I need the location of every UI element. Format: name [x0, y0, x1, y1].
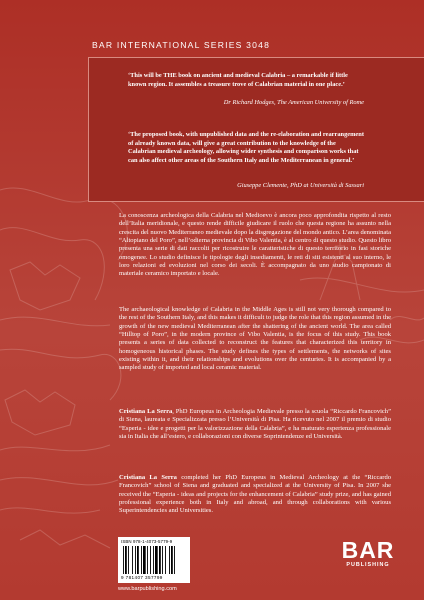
isbn-number: ISBN 978-1-4073-5779-9 — [121, 539, 173, 544]
series-title: BAR INTERNATIONAL SERIES 3048 — [92, 40, 271, 50]
endorsement-author: Dr Richard Hodges, The American University of Rome — [223, 99, 364, 106]
logo-mark: BAR — [341, 537, 395, 563]
barcode-digits: 9 781407 357799 — [121, 575, 163, 580]
bar-publishing-logo — [341, 539, 395, 568]
description-english: The archaeological knowledge of Calabria in the Middle Ages is still not very thorough compared to the rest of the Southern Italy, and this makes it difficult to judge the role that this region assumed in the growth of the new medieval Mediterranean after the shattering of the ancient world. The area called “Hilltop of Poro”, in the modern province of Vibo Valentia, is the focus of this study. This book presents a series of data collected to reconstruct the features that characterized this territory in homogeneous historical phases. The study defines the types of settlements, the networks of sites existing within it, and their relationships and evolutions over the centuries. It is accompanied by a sampled study of imported and local ceramic material. — [119, 306, 391, 372]
barcode-bars — [123, 546, 185, 574]
author-name: Cristiana La Serra — [119, 474, 177, 481]
author-bio-text: , PhD Europeus in Archeologia Medievale presso la scuola “Riccardo Francovich” di Siena, laureata e Specializzata presso l’Università di Pisa. Ha ricevuto nel 2007 il premio di studio “Esperia - idee e progetti per la valorizzazione della Calabria”, e ha maturato esperienza professionale sia in Italia che all’estero, e collaborazioni con diverse Soprintendenze ed Università. — [119, 408, 391, 441]
logo-subtitle: PUBLISHING — [346, 562, 390, 568]
endorsement-quote: ‘The proposed book, with unpublished data and the re-elaboration and rearrangement of already known data, will give a great contribution to the knowledge of the Calabrian medieval archeology, allowing wider synthesis and comparison works that can also affect other areas of the Southern Italy and the Mediterranean in general.’ — [128, 131, 364, 164]
isbn-barcode — [118, 537, 190, 583]
author-name: Cristiana La Serra — [119, 408, 173, 415]
author-bio-english — [119, 474, 391, 516]
publisher-website: www.barpublishing.com — [118, 586, 177, 592]
author-bio-text: completed her PhD Europeus in Medieval Archeology at the “Riccardo Francovich” school of Siena and graduated and specialized at the University of Pisa. In 2007 she received the “Esperia - ideas and projects for the enhancement of Calabria” study prize, and has gained professional experience both in Italy and abroad, and through collaborations with various Superintendencies and Universities. — [119, 474, 392, 515]
author-bio-italian — [119, 408, 391, 441]
endorsement-author: Giuseppe Clemente, PhD at Università di Sassari — [237, 182, 364, 189]
endorsement-quote: ‘This will be THE book on ancient and medieval Calabria – a remarkable if little known region. It assembles a treasure trove of Calabrian material in one place.’ — [128, 72, 348, 88]
description-italian: La conoscenza archeologica della Calabria nel Medioevo è ancora poco approfondita rispetto al resto dell’Italia meridionale, e questo rende difficile giudicare il ruolo che questa regione ha assunto nella crescita del nuovo Mediterraneo medievale dopo la disgregazione del mondo antico. L’area denominata “Altopiano del Poro”, nell’odierna provincia di Vibo Valentia, è al centro di questo studio. Questo libro presenta una serie di dati raccolti per ricostruire le caratteristiche di questo territorio in fasi storiche omogenee. Lo studio definisce le tipologie degli insediamenti, le reti di siti esistenti al suo interno, le loro relazioni ed evoluzioni nel corso dei secoli. È accompagnato da uno studio campionato di materiale ceramico importato e locale. — [119, 212, 391, 278]
